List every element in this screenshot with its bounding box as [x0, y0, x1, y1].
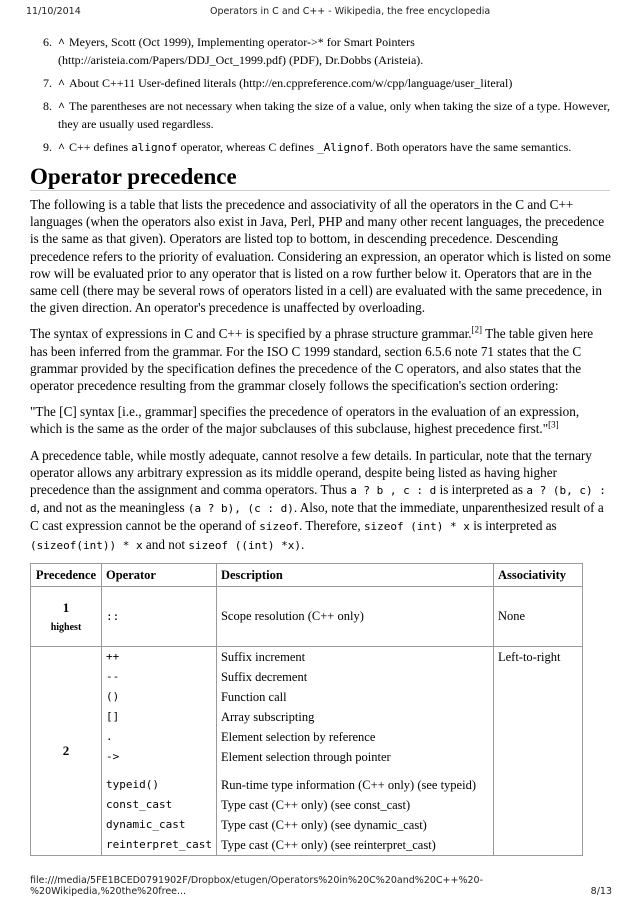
precedence-sublabel: highest: [50, 622, 82, 633]
inline-code: alignof: [131, 141, 178, 154]
inline-code: (a ? b), (c : d): [187, 502, 294, 516]
description-item: Suffix increment: [220, 650, 306, 664]
print-page-title: Operators in C and C++ - Wikipedia, the free encyclopedia: [210, 6, 491, 17]
article-body: [30, 196, 613, 563]
operator-item: .: [106, 730, 113, 743]
description-item: Type cast (C++ only) (see reinterpret_cast): [220, 838, 436, 852]
description-item: Function call: [220, 690, 287, 704]
associativity-cell: [493, 647, 582, 856]
operator-cell: [102, 647, 217, 856]
column-header-precedence: Precedence: [31, 564, 102, 587]
operator-item: ->: [106, 750, 120, 763]
reference-6: [30, 33, 620, 69]
associativity-cell: None: [493, 587, 582, 647]
description-cell: [216, 647, 493, 856]
precedence-level: 2: [62, 743, 70, 758]
inline-code: sizeof: [259, 520, 299, 534]
backlink-caret[interactable]: ^: [58, 99, 65, 113]
inline-code: _Alignof: [317, 141, 370, 154]
section-heading: Operator precedence: [30, 164, 237, 189]
inline-code: sizeof ((int) *x): [188, 538, 301, 552]
paragraph-quote: "The [C] syntax [i.e., grammar] specifies the precedence of operators in the evaluation of an expression, which is the same as the order of the major subclauses of this subclause, highest precedence first."[3]: [30, 404, 580, 437]
table-header-row: [31, 564, 583, 587]
reference-number: 8.: [43, 99, 52, 113]
operator-item: const_cast: [106, 798, 173, 811]
description-item: Element selection by reference: [220, 730, 376, 744]
operator-item: --: [106, 670, 120, 683]
description-item: Array subscripting: [220, 710, 315, 724]
precedence-table: [30, 563, 583, 856]
associativity-value: Left-to-right: [497, 650, 561, 664]
citation-link[interactable]: [2]: [471, 325, 483, 336]
reference-8: [30, 97, 620, 133]
references-list: [30, 33, 620, 162]
operator-item: dynamic_cast: [106, 818, 186, 831]
paragraph-grammar: The syntax of expressions in C and C++ is specified by a phrase structure grammar.[2] The table given here has been inferred from the grammar. For the ISO C 1999 standard, section 6.5.6 note 71 states that the C grammar provided by the specification defines the precedence of the C operators, and also states that the operator precedence resulting from the grammar closely follows the specification's section ordering:: [30, 325, 594, 394]
column-header-associativity: Associativity: [493, 564, 582, 587]
inline-code: a ? b , c : d: [350, 484, 437, 498]
operator-item: []: [106, 710, 120, 723]
precedence-level: 1: [62, 600, 70, 615]
paragraph-details: A precedence table, while mostly adequate, cannot resolve a few details. In particular, note that the ternary operator allows any arbitrary expression as its middle operand, despite being listed as having higher precedence than the assignment and comma operators. Thus a ? b , c : d is interpreted as a ? (b, c) : d, and not as the meaningless (a ? b), (c : d). Also, note that the immediate, unparenthesized result of a C cast expression cannot be the operand of sizeof. Therefore, sizeof (int) * x is interpreted as (sizeof(int)) * x and not sizeof ((int) *x).: [30, 447, 606, 552]
heading-divider: [30, 190, 610, 191]
column-header-description: Description: [216, 564, 493, 587]
inline-code: a ? (b, c) : d: [30, 484, 606, 516]
description-item: Type cast (C++ only) (see dynamic_cast): [220, 818, 427, 832]
reference-number: 7.: [43, 76, 52, 90]
spacer: [106, 767, 212, 775]
backlink-caret[interactable]: ^: [58, 140, 65, 154]
description-item: Element selection through pointer: [220, 750, 391, 764]
reference-number: 6.: [43, 35, 52, 49]
column-header-operator: Operator: [102, 564, 217, 587]
operator-item: reinterpret_cast: [106, 838, 212, 851]
print-page-number: 8/13: [590, 886, 612, 897]
inline-code: (sizeof(int)) * x: [30, 538, 143, 552]
description-item: Type cast (C++ only) (see const_cast): [220, 798, 411, 812]
reference-text: About C++11 User-defined literals (http://en.cppreference.com/w/cpp/language/user_literal): [68, 76, 513, 90]
reference-9: 9. ^ C++ defines alignof operator, whereas C defines _Alignof. Both operators have the same semantics.: [30, 138, 620, 157]
operator-cell: ::: [102, 587, 217, 647]
print-url: file:///media/5FE1BCED0791902F/Dropbox/etugen/Operators%20in%20C%20and%20C++%20-%20Wikipedia,%20the%20free...: [30, 875, 484, 897]
reference-text: C++ defines: [68, 140, 132, 154]
table-row: [31, 587, 583, 647]
inline-code: sizeof (int) * x: [363, 520, 470, 534]
backlink-caret[interactable]: ^: [58, 35, 65, 49]
description-cell: Scope resolution (C++ only): [216, 587, 493, 647]
description-item: Run-time type information (C++ only) (see typeid): [220, 778, 476, 792]
description-item: Suffix decrement: [220, 670, 308, 684]
operator-item: (): [106, 690, 120, 703]
spacer: [221, 767, 489, 775]
print-date: 11/10/2014: [26, 6, 81, 17]
reference-text: Meyers, Scott (Oct 1999), Implementing operator->* for Smart Pointers (http://aristeia.com/Papers/DDJ_Oct_1999.pdf) (PDF), Dr.Dobbs (Aristeia).: [58, 35, 424, 67]
table-row: [31, 647, 583, 856]
citation-link[interactable]: [3]: [548, 420, 559, 431]
paragraph-intro: The following is a table that lists the precedence and associativity of all the operators in the C and C++ languages (when the operators also exist in Java, Perl, PHP and many other recent languages, the precedence is the same as that given). Operators are listed top to bottom, in descending precedence. Descending precedence refers to the priority of evaluation. Considering an expression, an operator which is listed on some row will be evaluated prior to any operator that is listed on a row further below it. Operators that are in the same cell (there may be several rows of operators listed in a cell) are evaluated with the same precedence, in the given direction. An operator's precedence is unaffected by overloading.: [30, 197, 611, 316]
backlink-caret[interactable]: ^: [58, 76, 65, 90]
precedence-cell: [31, 587, 102, 647]
reference-number: 9.: [43, 140, 52, 154]
operator-item: ++: [106, 650, 120, 663]
operator-item: typeid(): [106, 778, 159, 791]
reference-text: The parentheses are not necessary when taking the size of a value, only when taking the size of a type. However, they are usually used regardless.: [58, 99, 610, 131]
precedence-cell: [31, 647, 102, 856]
reference-7: [30, 74, 620, 92]
